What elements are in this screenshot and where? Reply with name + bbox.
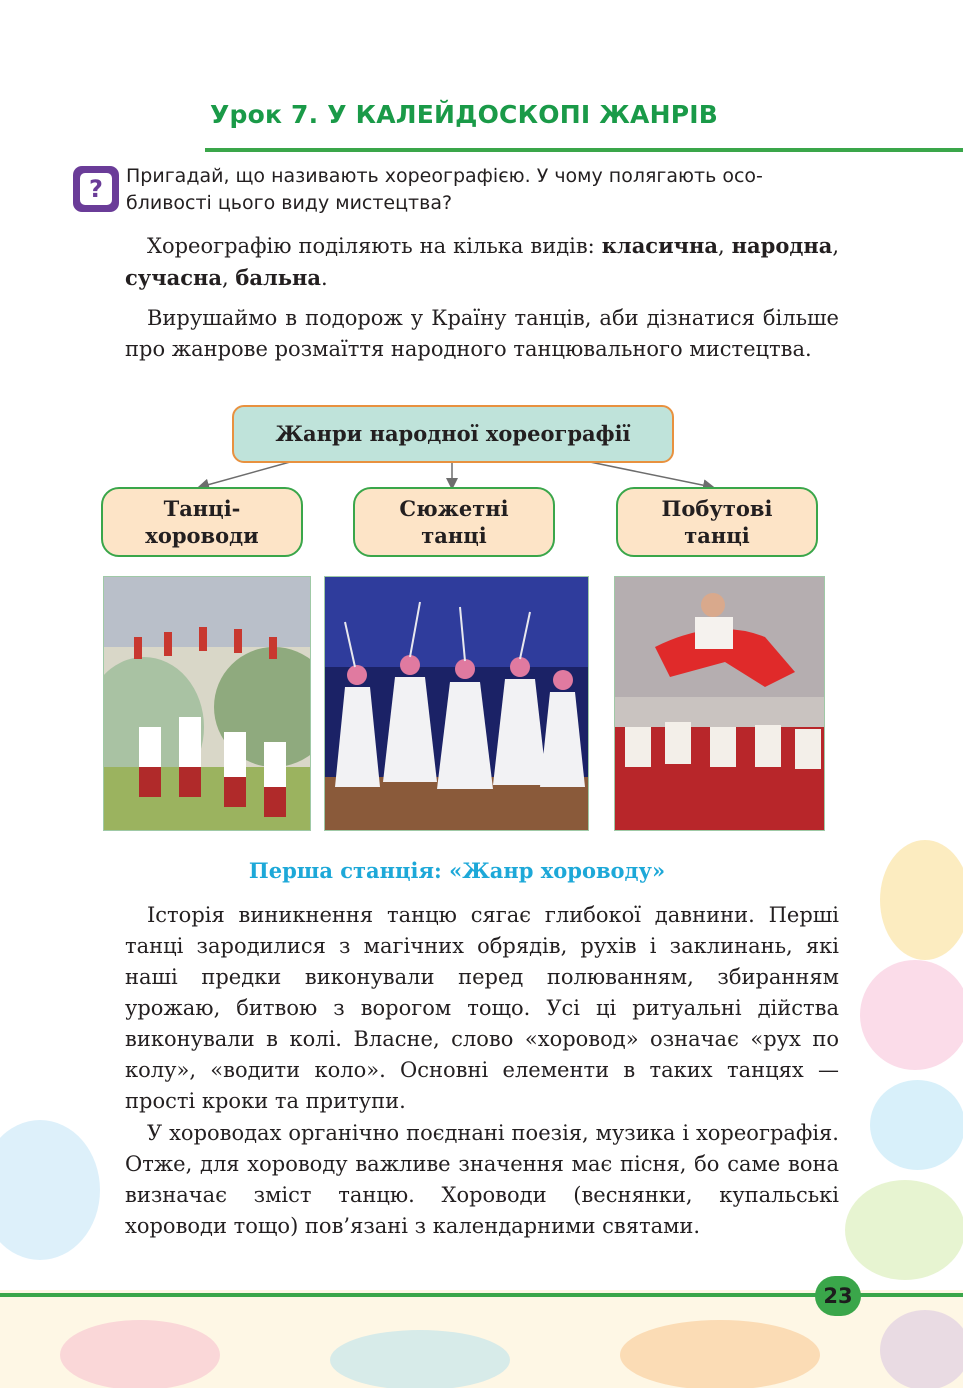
branch-line-2: хороводи [145, 523, 259, 548]
connector-right [590, 462, 712, 487]
khorovody-text: У хороводах органічно поєднані поезія, музика і хореографія. Отже, для хороводу важливе значення має пісня, бо саме вона визначає зміст танцю. Хороводи (веснянки, купальські хороводи тощо) пов’язані з календарними святами. [125, 1121, 839, 1238]
diagram-branch-plot-dances [353, 487, 555, 557]
connector-left [200, 462, 290, 487]
branch-line-2: танці [684, 523, 750, 548]
paragraph-khorovody [125, 1118, 839, 1242]
diagram-branch-everyday-dances [616, 487, 818, 557]
journey-text: Вирушаймо в подорож у Країну танців, аби дізнатися більше про жанрове розмаїття народного танцювального мистецтва. [125, 306, 839, 361]
history-text: Історія виникнення танцю сягає глибокої давнини. Перші танці зародилися з магічних обрядів, рухів і заклинань, які наші предки виконували перед полюванням, збиранням урожаю, битвою з ворогом тощо. Усі ці ритуальні дійства виконували в колі. Власне, слово «хоровод» означає «рух по колу», «водити коло». Основні елементи в таких танцях — прості кроки та притупи. [125, 903, 839, 1113]
paragraph-history [125, 900, 839, 1117]
photo-hopak-dancer [614, 576, 825, 831]
kind-ballroom: бальна [235, 265, 321, 290]
question-line-2: бливості цього виду мистецтва? [126, 192, 453, 214]
branch-line-1: Побутові [661, 496, 773, 521]
photo-khorovod-painting [103, 576, 311, 831]
photo-stage-dancers [324, 576, 589, 831]
diagram-branch-khorovody [101, 487, 303, 557]
separator: , [718, 234, 732, 258]
diagram-root: Жанри народної хореографії [232, 405, 674, 463]
branch-line-2: танці [421, 523, 487, 548]
branch-line-1: Сюжетні [399, 496, 509, 521]
separator: , [221, 266, 236, 290]
branch-line-1: Танці- [163, 496, 241, 521]
question-glyph: ? [80, 173, 112, 205]
separator: , [832, 234, 840, 258]
station-heading: Перша станція: «Жанр хороводу» [248, 858, 666, 883]
kind-classical: класична [601, 233, 719, 258]
kind-folk: народна [731, 233, 833, 258]
period: . [321, 266, 328, 290]
question-line-1: Пригадай, що називають хореографією. У чому полягають осо- [126, 165, 763, 187]
lesson-title: Урок 7. У КАЛЕЙДОСКОПІ ЖАНРІВ [210, 100, 718, 129]
kind-modern: сучасна [125, 265, 222, 290]
page-number: 23 [815, 1276, 861, 1316]
kinds-lead-text: Хореографію поділяють на кілька видів: [147, 234, 602, 258]
